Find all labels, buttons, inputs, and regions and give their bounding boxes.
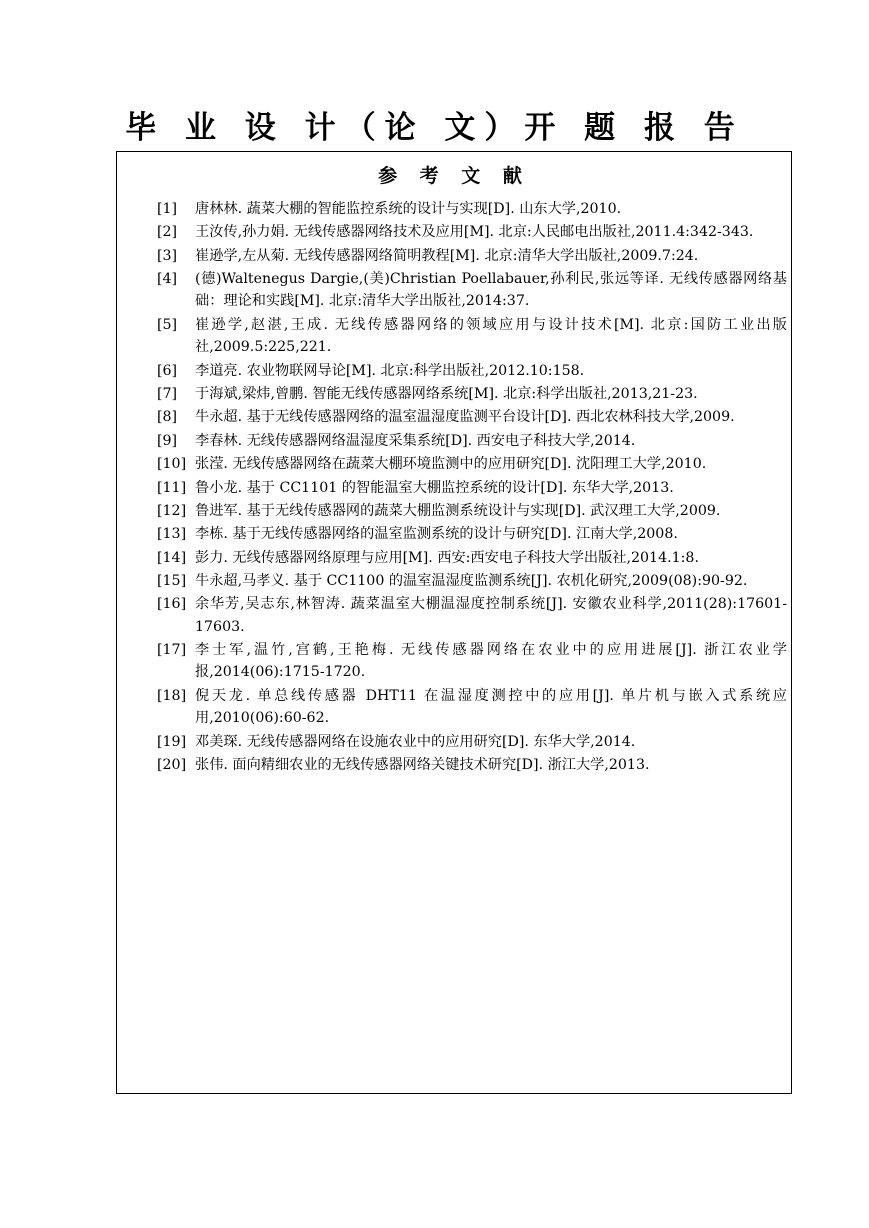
reference-text: 李春林. 无线传感器网络温湿度采集系统[D]. 西安电子科技大学,2014.	[195, 432, 636, 449]
reference-item-14	[157, 547, 787, 569]
reference-item-18	[157, 685, 787, 730]
reference-item-11	[157, 477, 787, 499]
reference-text: 邓美琛. 无线传感器网络在设施农业中的应用研究[D]. 东华大学,2014.	[195, 733, 636, 750]
reference-text: 牛永超,马孝义. 基于 CC1100 的温室温湿度监测系统[J]. 农机化研究,2009(08):90-92.	[195, 573, 748, 590]
reference-text: 李士军,温竹,宫鹤,王艳梅. 无线传感器网络在农业中的应用进展[J]. 浙江农业学报,2014(06):1715-1720.	[195, 642, 787, 681]
reference-number: [8]	[157, 409, 178, 426]
reference-number: [11]	[157, 479, 187, 496]
reference-item-3	[157, 245, 787, 267]
reference-number: [2]	[157, 224, 178, 241]
reference-number: [12]	[157, 502, 187, 519]
reference-text: (德)Waltenegus Dargie,(美)Christian Poellabauer,孙利民,张远等译. 无线传感器网络基础：理论和实践[M]. 北京:清华大学出版社,2014:37.	[195, 271, 787, 310]
reference-number: [7]	[157, 385, 178, 402]
reference-text: 崔逊学,赵湛,王成. 无线传感器网络的领域应用与设计技术[M]. 北京:国防工业出版社,2009.5:225,221.	[195, 316, 787, 356]
reference-item-16	[157, 593, 787, 638]
reference-item-4	[157, 268, 787, 313]
reference-number: [10]	[157, 456, 187, 473]
reference-item-7	[157, 383, 787, 405]
reference-item-20	[157, 754, 787, 776]
reference-item-1	[157, 198, 787, 220]
reference-item-13	[157, 523, 787, 545]
references-frame	[116, 151, 792, 1094]
reference-number: [18]	[157, 687, 187, 704]
reference-item-10	[157, 453, 787, 475]
reference-text: 李栋. 基于无线传感器网络的温室监测系统的设计与研究[D]. 江南大学,2008.	[195, 526, 678, 543]
reference-number: [16]	[157, 596, 187, 613]
reference-text: 张伟. 面向精细农业的无线传感器网络关键技术研究[D]. 浙江大学,2013.	[195, 756, 650, 773]
reference-text: 李道亮. 农业物联网导论[M]. 北京:科学出版社,2012.10:158.	[195, 362, 585, 379]
reference-number: [3]	[157, 247, 178, 264]
reference-number: [9]	[157, 432, 178, 449]
reference-text: 崔逊学,左从菊. 无线传感器网络简明教程[M]. 北京:清华大学出版社,2009.7:24.	[195, 247, 699, 264]
reference-number: [5]	[157, 316, 178, 333]
reference-item-8	[157, 406, 787, 428]
reference-number: [19]	[157, 733, 187, 750]
reference-text: 王汝传,孙力娟. 无线传感器网络技术及应用[M]. 北京:人民邮电出版社,2011.4:342-343.	[195, 224, 754, 241]
reference-item-2	[157, 221, 787, 243]
page-title: 毕 业 设 计（论 文）开 题 报 告	[125, 110, 744, 146]
reference-number: [14]	[157, 549, 187, 566]
reference-text: 余华芳,吴志东,林智涛. 蔬菜温室大棚温湿度控制系统[J]. 安徽农业科学,2011(28):17601-17603.	[195, 596, 787, 635]
reference-item-19	[157, 731, 787, 753]
reference-number: [1]	[157, 201, 178, 217]
reference-text: 张滢. 无线传感器网络在蔬菜大棚环境监测中的应用研究[D]. 沈阳理工大学,2010.	[195, 456, 707, 473]
reference-number: [17]	[157, 642, 187, 659]
reference-text: 牛永超. 基于无线传感器网络的温室温湿度监测平台设计[D]. 西北农林科技大学,2009.	[195, 409, 735, 426]
reference-text: 彭力. 无线传感器网络原理与应用[M]. 西安:西安电子科技大学出版社,2014.1:8.	[195, 549, 699, 566]
reference-text: 倪天龙. 单总线传感器 DHT11 在温湿度测控中的应用[J]. 单片机与嵌入式系统应用,2010(06):60-62.	[195, 687, 787, 727]
reference-text: 鲁小龙. 基于 CC1101 的智能温室大棚监控系统的设计[D]. 东华大学,2013.	[195, 479, 674, 496]
reference-item-6	[157, 360, 787, 382]
reference-item-9	[157, 430, 787, 452]
reference-text: 唐林林. 蔬菜大棚的智能监控系统的设计与实现[D]. 山东大学,2010.	[195, 201, 622, 217]
reference-number: [4]	[157, 271, 178, 288]
reference-item-15	[157, 570, 787, 592]
reference-item-5	[157, 314, 787, 359]
reference-list	[157, 198, 787, 777]
reference-text: 于海斌,梁炜,曾鹏. 智能无线传感器网络系统[M]. 北京:科学出版社,2013,21-23.	[195, 385, 698, 402]
reference-number: [13]	[157, 526, 187, 543]
reference-text: 鲁进军. 基于无线传感器网的蔬菜大棚监测系统设计与实现[D]. 武汉理工大学,2009.	[195, 502, 721, 519]
reference-number: [15]	[157, 573, 187, 590]
reference-number: [6]	[157, 362, 178, 379]
reference-item-12	[157, 500, 787, 522]
section-heading-references: 参 考 文 献	[378, 165, 530, 187]
reference-number: [20]	[157, 756, 187, 773]
reference-item-17	[157, 639, 787, 684]
